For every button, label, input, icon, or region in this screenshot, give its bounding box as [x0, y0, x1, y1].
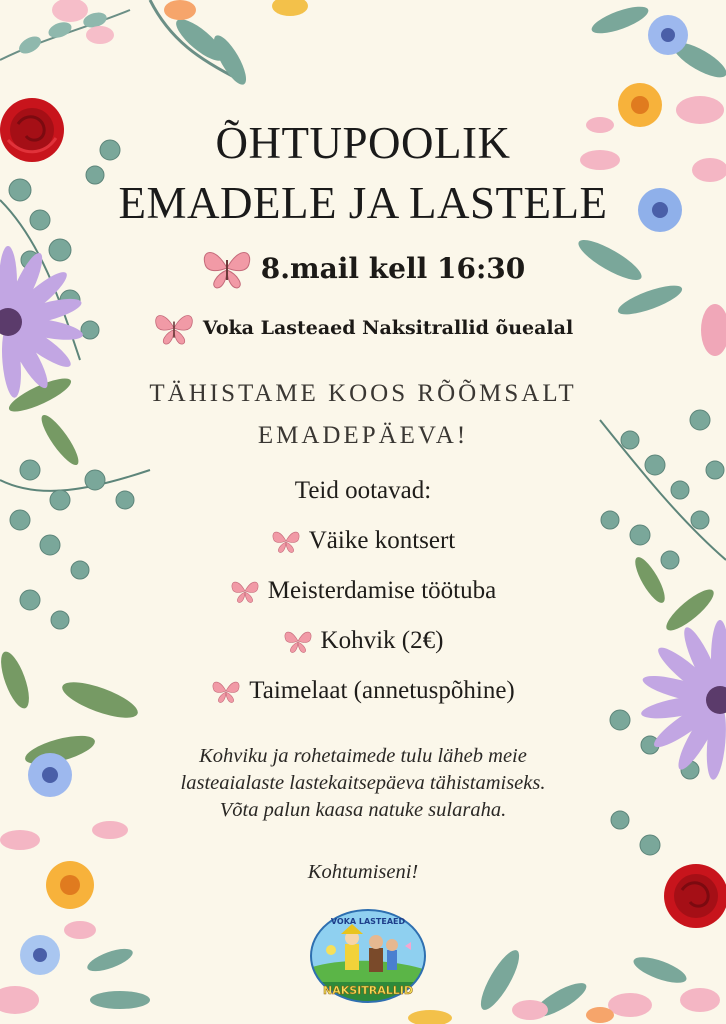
butterfly-icon: [153, 310, 195, 346]
venue-text: Voka Lasteaed Naksitrallid õuealal: [202, 317, 574, 339]
logo-top-text: VOKA LASTEAED: [330, 917, 406, 926]
logo-bottom-text: NAKSITRALLID: [323, 984, 413, 997]
celebrate-heading: [0, 375, 726, 455]
program-item: [0, 677, 726, 711]
note-line-1: Kohviku ja rohetaimede tulu läheb meie: [199, 745, 527, 767]
butterfly-icon: [201, 246, 253, 290]
butterfly-icon: [230, 578, 260, 604]
program-item: [0, 627, 726, 661]
celebrate-line-2: EMADEPÄEVA!: [257, 422, 469, 449]
program-item-label: Väike kontsert: [308, 527, 456, 554]
program-item-label: Kohvik (2€): [320, 627, 444, 654]
poster-title: [0, 118, 726, 228]
program-item: [0, 577, 726, 611]
program-heading: Teid ootavad:: [294, 477, 432, 504]
closing-text: Kohtumiseni!: [307, 861, 419, 883]
note-line-2: lasteaialaste lastekaitsepäeva tähistamiseks.: [180, 772, 546, 794]
butterfly-icon: [211, 678, 241, 704]
kindergarten-logo: [309, 908, 427, 1004]
title-line-2: EMADELE JA LASTELE: [118, 178, 608, 228]
event-venue: [0, 310, 726, 351]
program-item-label: Taimelaat (annetuspõhine): [249, 677, 515, 704]
butterfly-icon: [283, 628, 313, 654]
title-line-1: ÕHTUPOOLIK: [215, 118, 511, 168]
note-line-3: Võta palun kaasa natuke sularaha.: [219, 799, 507, 821]
celebrate-line-1: TÄHISTAME KOOS RÕÕMSALT: [149, 380, 577, 407]
event-date-time: [0, 246, 726, 297]
program-item: [0, 527, 726, 561]
program-item-label: Meisterdamise töötuba: [267, 577, 497, 604]
date-time-text: 8.mail kell 16:30: [260, 251, 526, 285]
donation-note: [0, 743, 726, 824]
butterfly-icon: [271, 528, 301, 554]
